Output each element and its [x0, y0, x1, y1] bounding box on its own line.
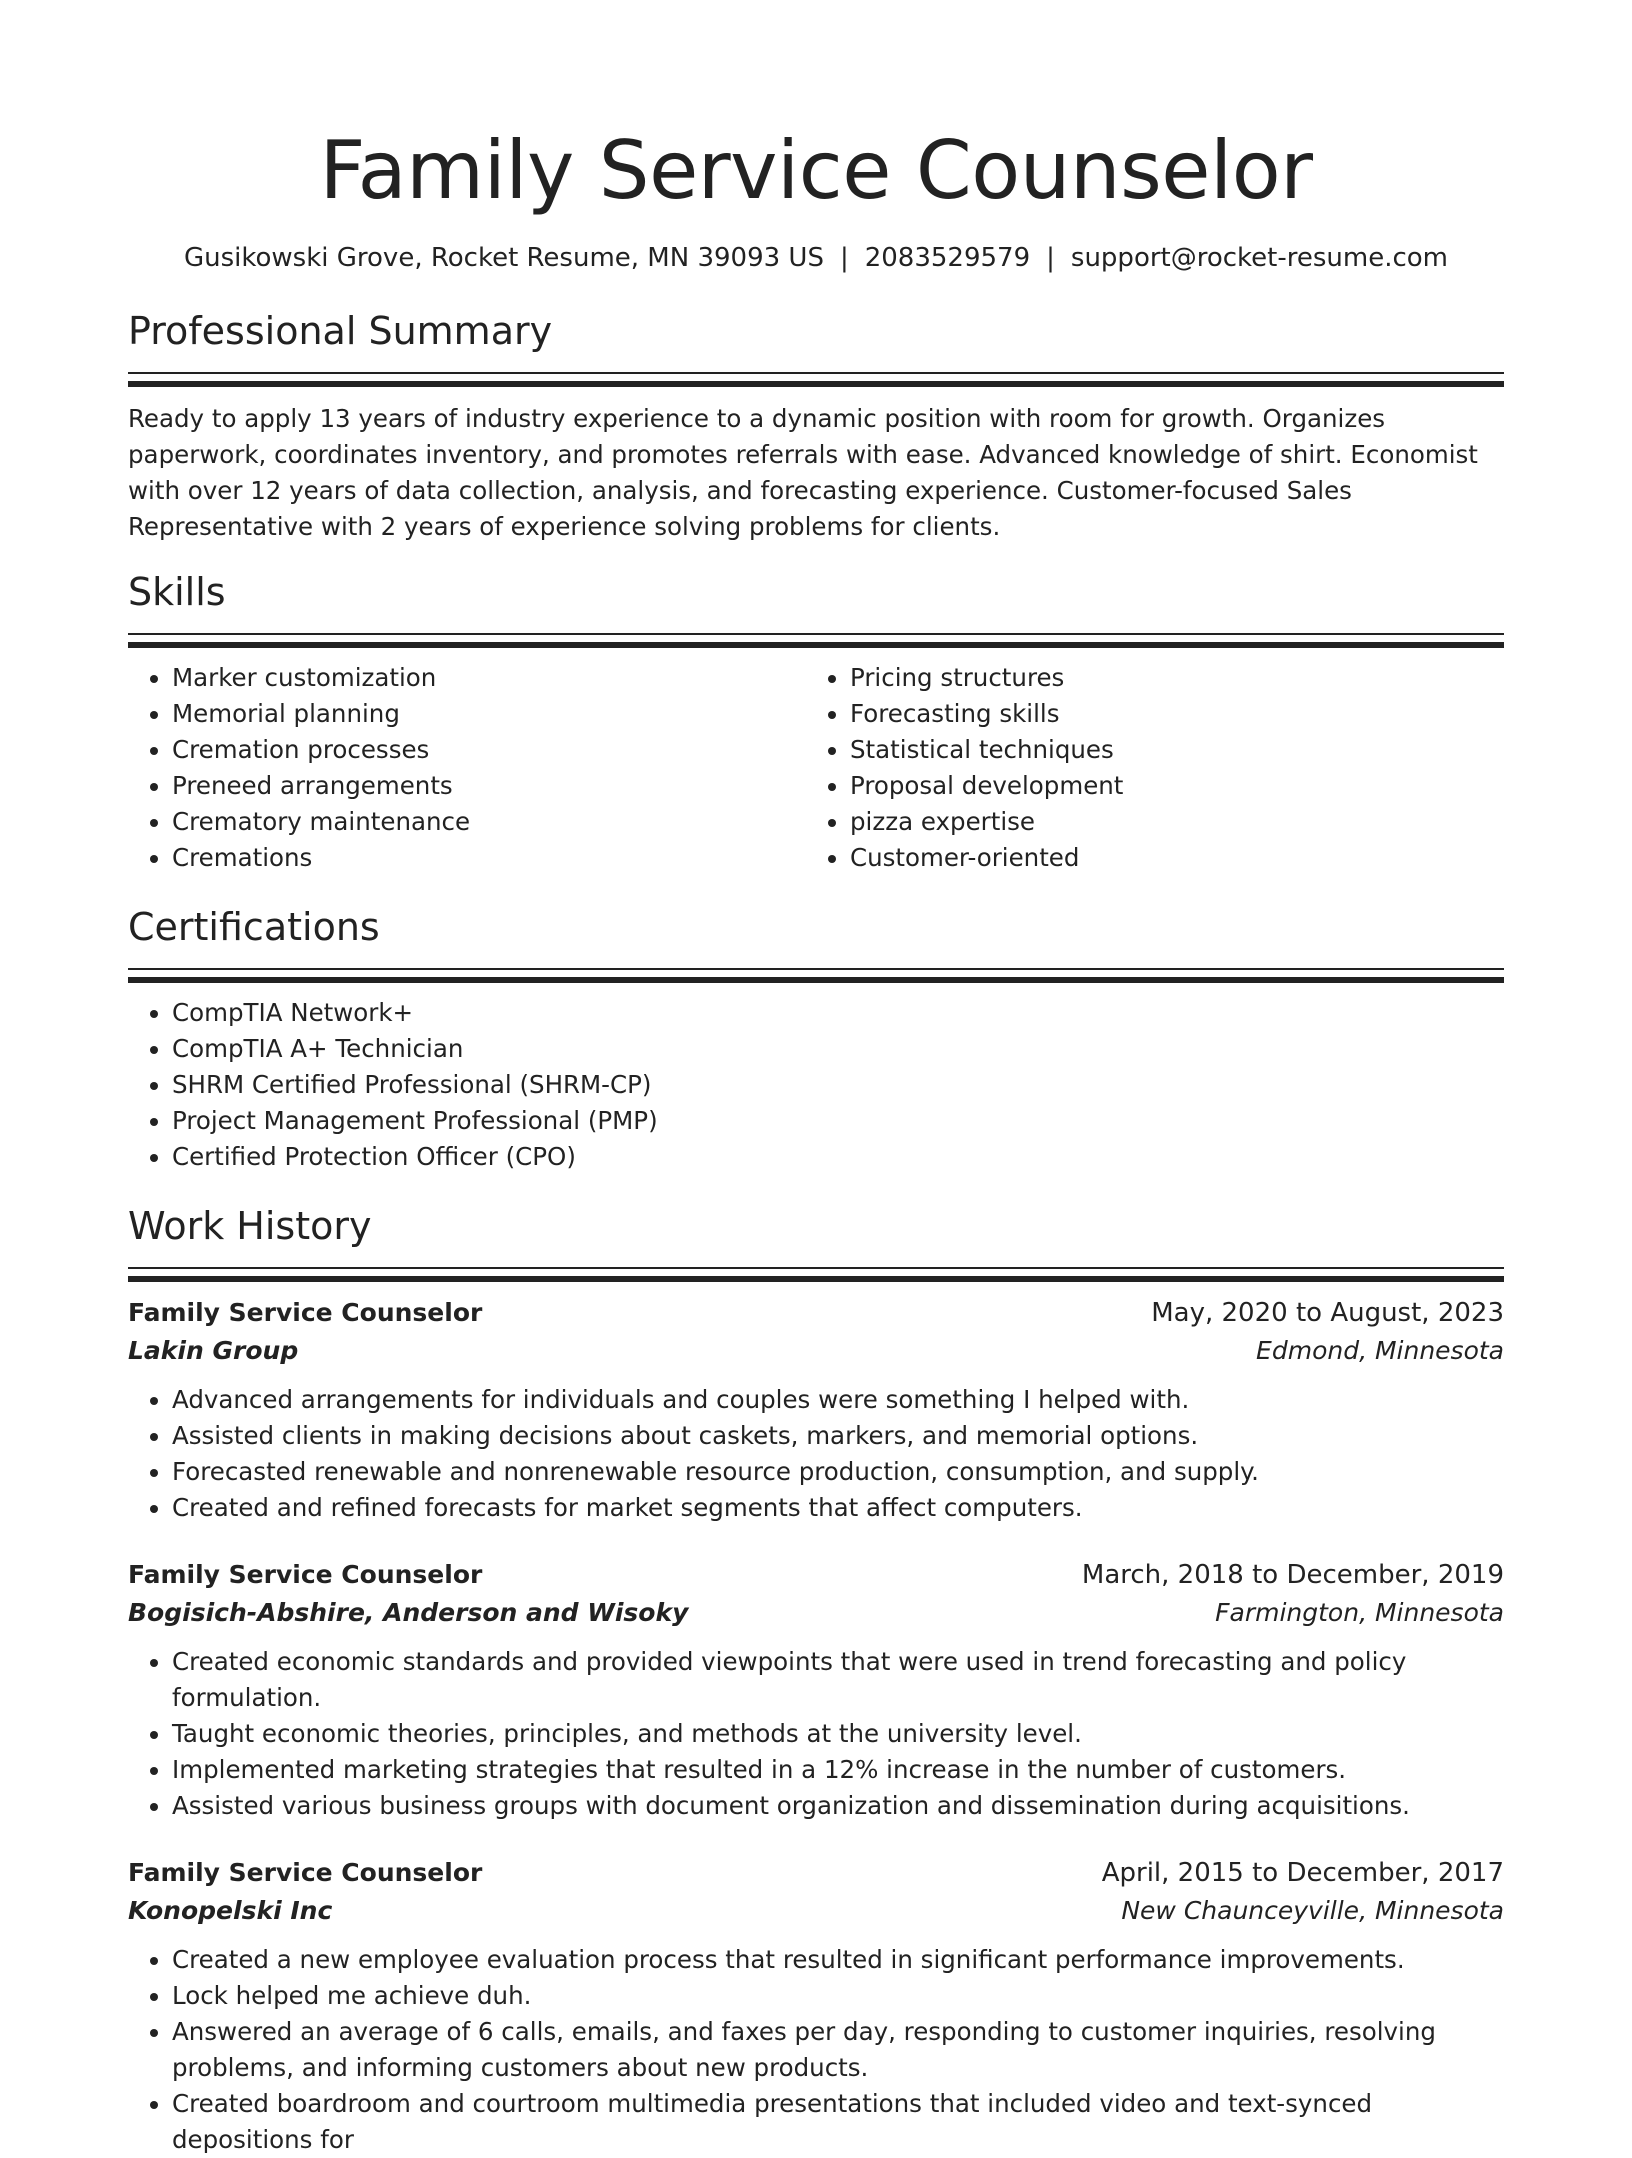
- certification-item: • Certified Protection Officer (CPO): [172, 1139, 1504, 1175]
- summary-section: [128, 306, 1504, 545]
- skill-item: • Cremation processes: [172, 732, 806, 768]
- section-divider: [128, 372, 1504, 385]
- skill-item: • Customer-oriented: [850, 840, 1504, 876]
- job-title: Family Service Counselor: [128, 1560, 483, 1589]
- contact-email: support@rocket-resume.com: [1070, 243, 1449, 273]
- job-entry: [128, 1854, 1504, 2158]
- contact-separator: |: [1046, 243, 1055, 273]
- job-bullet: • Assisted various business groups with document organization and dissemination during acquisitions.: [172, 1788, 1504, 1824]
- job-bullet: • Taught economic theories, principles, and methods at the university level.: [172, 1716, 1504, 1752]
- section-divider: [128, 968, 1504, 981]
- summary-text: Ready to apply 13 years of industry experience to a dynamic position with room for growth. Organizes paperwork, coordinates inventory, and promotes referrals with ease. Advanced knowledge of shirt. Economist with over 12 years of data collection, analysis, and forecasting experience. Customer-focused Sales Representative with 2 years of experience solving problems for clients.: [128, 404, 1478, 541]
- job-bullet-list: [128, 1644, 1504, 1824]
- certification-item: • Project Management Professional (PMP): [172, 1103, 1504, 1139]
- job-location: Farmington, Minnesota: [1215, 1598, 1504, 1627]
- work-history-section: [128, 1201, 1504, 2158]
- job-bullet: • Implemented marketing strategies that resulted in a 12% increase in the number of customers.: [172, 1752, 1504, 1788]
- skill-item: • Statistical techniques: [850, 732, 1504, 768]
- section-divider: [128, 1267, 1504, 1280]
- job-title: Family Service Counselor: [128, 1298, 483, 1327]
- job-title: Family Service Counselor: [128, 1858, 483, 1887]
- contact-address: Gusikowski Grove, Rocket Resume, MN 39093 US: [183, 243, 824, 273]
- job-bullet: • Created economic standards and provided viewpoints that were used in trend forecasting and policy formulation.: [172, 1644, 1504, 1716]
- job-bullet: • Created boardroom and courtroom multimedia presentations that included video and text-synced depositions for: [172, 2086, 1504, 2158]
- job-bullet: • Advanced arrangements for individuals and couples were something I helped with.: [172, 1382, 1504, 1418]
- certification-item: • SHRM Certified Professional (SHRM-CP): [172, 1067, 1504, 1103]
- job-entry: [128, 1294, 1504, 1526]
- skill-item: • Crematory maintenance: [172, 804, 806, 840]
- skills-list-right: [806, 660, 1504, 876]
- job-bullet-list: [128, 1382, 1504, 1526]
- skill-item: • Cremations: [172, 840, 806, 876]
- skill-item: • Forecasting skills: [850, 696, 1504, 732]
- contact-phone: 2083529579: [864, 243, 1031, 273]
- job-bullet: • Answered an average of 6 calls, emails, and faxes per day, responding to customer inquiries, resolving problems, and informing customers about new products.: [172, 2014, 1504, 2086]
- job-location: Edmond, Minnesota: [1256, 1336, 1504, 1365]
- job-bullet: • Lock helped me achieve duh.: [172, 1978, 1504, 2014]
- resume-page: [128, 0, 1504, 2158]
- certification-item: • CompTIA A+ Technician: [172, 1031, 1504, 1067]
- certifications-section: [128, 902, 1504, 1175]
- job-header: [128, 1294, 1504, 1332]
- skill-item: • Preneed arrangements: [172, 768, 806, 804]
- section-divider: [128, 633, 1504, 646]
- job-header: [128, 1854, 1504, 1892]
- job-company: Konopelski Inc: [128, 1896, 333, 1925]
- job-subheader: [128, 1594, 1504, 1632]
- job-subheader: [128, 1332, 1504, 1370]
- skill-item: • Marker customization: [172, 660, 806, 696]
- skill-item: • Pricing structures: [850, 660, 1504, 696]
- skill-item: • Proposal development: [850, 768, 1504, 804]
- section-title-summary: Professional Summary: [128, 309, 553, 353]
- job-company: Lakin Group: [128, 1336, 299, 1365]
- job-bullet: • Assisted clients in making decisions about caskets, markers, and memorial options.: [172, 1418, 1504, 1454]
- job-bullet: • Created a new employee evaluation process that resulted in significant performance improvements.: [172, 1942, 1504, 1978]
- job-bullet: • Created and refined forecasts for market segments that affect computers.: [172, 1490, 1504, 1526]
- section-title-work-history: Work History: [128, 1204, 372, 1248]
- job-header: [128, 1556, 1504, 1594]
- section-title-certifications: Certifications: [128, 905, 380, 949]
- section-title-skills: Skills: [128, 570, 226, 614]
- job-bullet-list: [128, 1942, 1504, 2158]
- certifications-list: [128, 995, 1504, 1175]
- certification-item: • CompTIA Network+: [172, 995, 1504, 1031]
- job-location: New Chaunceyville, Minnesota: [1121, 1896, 1504, 1925]
- contact-line: [128, 240, 1504, 276]
- skills-grid: [128, 660, 1504, 876]
- skills-list-left: [128, 660, 806, 876]
- skill-item: • pizza expertise: [850, 804, 1504, 840]
- job-subheader: [128, 1892, 1504, 1930]
- resume-name: Family Service Counselor: [319, 124, 1313, 217]
- skill-item: • Memorial planning: [172, 696, 806, 732]
- job-dates: May, 2020 to August, 2023: [1151, 1298, 1504, 1328]
- job-dates: March, 2018 to December, 2019: [1081, 1560, 1504, 1590]
- skills-section: [128, 567, 1504, 876]
- contact-separator: |: [839, 243, 849, 273]
- job-dates: April, 2015 to December, 2017: [1101, 1858, 1504, 1888]
- job-bullet: • Forecasted renewable and nonrenewable resource production, consumption, and supply.: [172, 1454, 1504, 1490]
- job-entry: [128, 1556, 1504, 1824]
- job-company: Bogisich-Abshire, Anderson and Wisoky: [128, 1598, 689, 1627]
